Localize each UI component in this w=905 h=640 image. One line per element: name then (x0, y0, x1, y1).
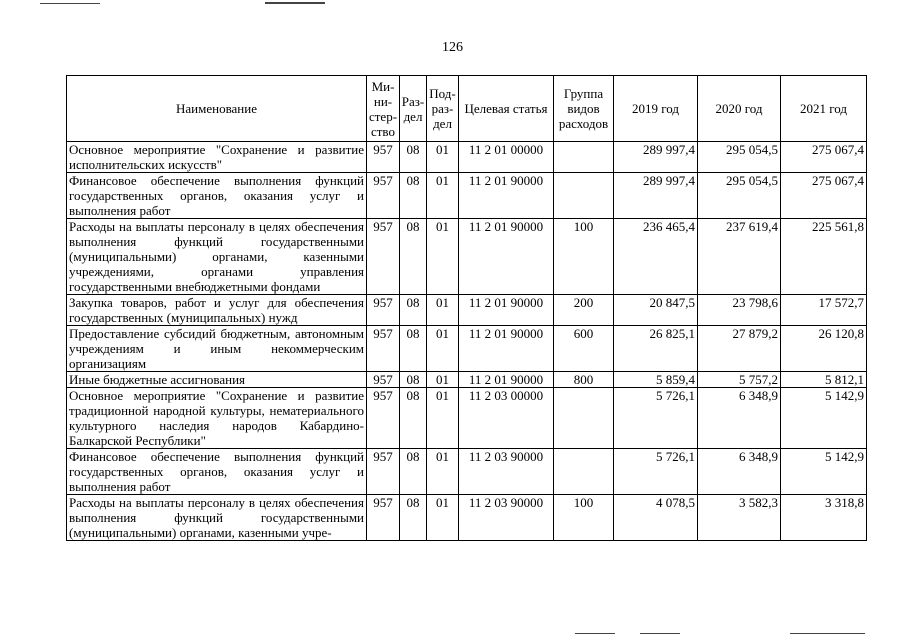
row-expense-group: 200 (554, 295, 614, 326)
row-name: Расходы на выплаты персоналу в целях обеспечения выполнения функций государственными (муниципальными) органами, казенными учреждениями, органами управления государственными внебюджетными фондами (67, 219, 367, 295)
row-2021: 17 572,7 (781, 295, 867, 326)
header-name: Наименование (67, 76, 367, 142)
scan-artifact (265, 2, 325, 4)
row-target: 11 2 01 90000 (459, 326, 554, 372)
table-row (67, 219, 867, 295)
row-subsection: 01 (427, 449, 459, 495)
row-2020: 295 054,5 (698, 173, 781, 219)
row-name: Иные бюджетные ассигнования (67, 372, 367, 388)
row-2020: 6 348,9 (698, 388, 781, 449)
row-section: 08 (400, 219, 427, 295)
table-row (67, 449, 867, 495)
header-subsection: Под-раз-дел (427, 76, 459, 142)
header-2019: 2019 год (614, 76, 698, 142)
row-subsection: 01 (427, 142, 459, 173)
table-row (67, 372, 867, 388)
table-row (67, 388, 867, 449)
scan-artifact (575, 633, 615, 634)
header-2020: 2020 год (698, 76, 781, 142)
row-target: 11 2 01 90000 (459, 219, 554, 295)
row-subsection: 01 (427, 495, 459, 541)
row-ministry: 957 (367, 495, 400, 541)
row-ministry: 957 (367, 142, 400, 173)
row-expense-group: 100 (554, 495, 614, 541)
row-section: 08 (400, 495, 427, 541)
row-section: 08 (400, 295, 427, 326)
row-target: 11 2 03 90000 (459, 449, 554, 495)
row-section: 08 (400, 142, 427, 173)
row-section: 08 (400, 449, 427, 495)
row-2021: 275 067,4 (781, 173, 867, 219)
row-subsection: 01 (427, 173, 459, 219)
row-2019: 236 465,4 (614, 219, 698, 295)
row-target: 11 2 01 00000 (459, 142, 554, 173)
row-section: 08 (400, 173, 427, 219)
header-target: Целевая статья (459, 76, 554, 142)
scan-artifact (640, 633, 680, 634)
row-2020: 27 879,2 (698, 326, 781, 372)
budget-table (66, 75, 867, 541)
row-2021: 3 318,8 (781, 495, 867, 541)
row-subsection: 01 (427, 388, 459, 449)
row-2020: 23 798,6 (698, 295, 781, 326)
row-2019: 26 825,1 (614, 326, 698, 372)
row-name: Закупка товаров, работ и услуг для обеспечения государственных (муниципальных) нужд (67, 295, 367, 326)
row-ministry: 957 (367, 388, 400, 449)
row-expense-group: 800 (554, 372, 614, 388)
row-ministry: 957 (367, 372, 400, 388)
table-row (67, 173, 867, 219)
row-expense-group (554, 173, 614, 219)
header-ministry: Ми-ни-стер-ство (367, 76, 400, 142)
row-subsection: 01 (427, 326, 459, 372)
table-row (67, 495, 867, 541)
row-expense-group (554, 142, 614, 173)
row-target: 11 2 01 90000 (459, 372, 554, 388)
scan-artifact (790, 633, 865, 634)
row-target: 11 2 03 90000 (459, 495, 554, 541)
table-row (67, 326, 867, 372)
header-2021: 2021 год (781, 76, 867, 142)
row-expense-group: 600 (554, 326, 614, 372)
row-subsection: 01 (427, 219, 459, 295)
row-name: Финансовое обеспечение выполнения функций государственных органов, оказания услуг и выполнения работ (67, 173, 367, 219)
row-subsection: 01 (427, 372, 459, 388)
row-2019: 5 726,1 (614, 388, 698, 449)
row-2020: 6 348,9 (698, 449, 781, 495)
row-name: Финансовое обеспечение выполнения функций государственных органов, оказания услуг и выполнения работ (67, 449, 367, 495)
row-2021: 26 120,8 (781, 326, 867, 372)
row-2020: 295 054,5 (698, 142, 781, 173)
row-2021: 5 142,9 (781, 388, 867, 449)
row-2021: 275 067,4 (781, 142, 867, 173)
row-ministry: 957 (367, 326, 400, 372)
row-2021: 5 812,1 (781, 372, 867, 388)
row-2019: 289 997,4 (614, 173, 698, 219)
row-target: 11 2 01 90000 (459, 173, 554, 219)
row-ministry: 957 (367, 173, 400, 219)
row-name: Расходы на выплаты персоналу в целях обеспечения выполнения функций государственными (муниципальными) органами, казенными учре- (67, 495, 367, 541)
row-2021: 225 561,8 (781, 219, 867, 295)
row-target: 11 2 03 00000 (459, 388, 554, 449)
row-target: 11 2 01 90000 (459, 295, 554, 326)
row-2019: 5 726,1 (614, 449, 698, 495)
row-2019: 5 859,4 (614, 372, 698, 388)
row-name: Предоставление субсидий бюджетным, автономным учреждениям и иным некоммерческим организациям (67, 326, 367, 372)
row-subsection: 01 (427, 295, 459, 326)
row-ministry: 957 (367, 295, 400, 326)
table-row (67, 142, 867, 173)
header-expense-group: Группа видов расходов (554, 76, 614, 142)
row-ministry: 957 (367, 219, 400, 295)
row-name: Основное мероприятие "Сохранение и развитие традиционной народной культуры, нематериального культурного наследия народов Кабардино-Балкарской Республики" (67, 388, 367, 449)
row-expense-group (554, 449, 614, 495)
row-expense-group (554, 388, 614, 449)
table-row (67, 295, 867, 326)
row-2020: 3 582,3 (698, 495, 781, 541)
row-2020: 237 619,4 (698, 219, 781, 295)
row-2021: 5 142,9 (781, 449, 867, 495)
scan-artifact (40, 3, 100, 4)
row-ministry: 957 (367, 449, 400, 495)
row-section: 08 (400, 326, 427, 372)
page-number: 126 (442, 40, 463, 55)
row-name: Основное мероприятие "Сохранение и развитие исполнительских искусств" (67, 142, 367, 173)
row-expense-group: 100 (554, 219, 614, 295)
header-section: Раз-дел (400, 76, 427, 142)
row-2019: 4 078,5 (614, 495, 698, 541)
row-2019: 289 997,4 (614, 142, 698, 173)
row-section: 08 (400, 372, 427, 388)
header-row (67, 76, 867, 142)
row-2019: 20 847,5 (614, 295, 698, 326)
row-2020: 5 757,2 (698, 372, 781, 388)
row-section: 08 (400, 388, 427, 449)
